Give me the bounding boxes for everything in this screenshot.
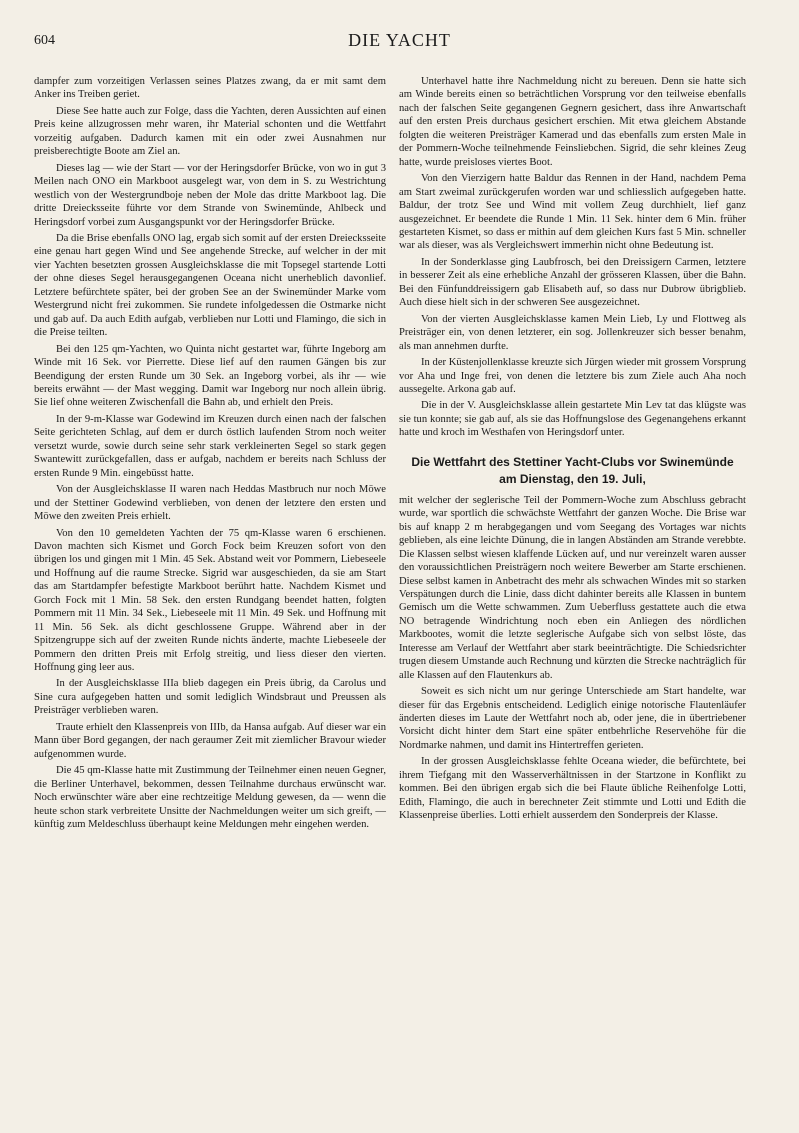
paragraph: Die in der V. Ausgleichsklasse allein gestartete Min Lev tat das klügste was sie tun konnte; sie gab auf, als sie das Hoffnungslose des Gegenangehens erkannt hatte und kroch im Westhafen von Heringsdorf unter. xyxy=(399,400,746,439)
paragraph: mit welcher der seglerische Teil der Pommern-Woche zum Abschluss gebracht wurde, war sportlich die schwächste Wettfahrt der ganzen Woche. Die Brise war bis auf knapp 2 m herabgegangen und vom Seegang des Vortages war nichts geblieben, als eine leichte Dünung, die in langen Abständen am Strande verebbte. Die Klassen selbst wiesen klaffende Lücken auf, und nur vereinzelt waren ausser den voraussichtlichen Preisträgern noch weitere Bewerber am Starte erschienen. Diese selbst kamen in Anbetracht des mehr als schwachen Windes mit so starken Verspätungen durch die Linie, dass dicht dahinter bereits alle Klassen in buntem Gemisch um die Wette schwammen. Zum Ueberfluss gestattete auch die etwa NO betragende Windrichtung noch eben ein Anliegen des nördlichen Markbootes, womit die letzte seglerische Aufgabe sich von selbst löste, das Interesse am Verlauf der Wettfahrt aber stark beeinträchtigte. Die Schiedsrichter trugen diesem Umstande auch Rechnung und kürzten die Strecke nachträglich für alle Klassen auf den Flautenkurs ab. xyxy=(399,494,746,681)
paragraph: Von der Ausgleichsklasse II waren nach Heddas Mastbruch nur noch Möwe und der Stettiner Godewind verblieben, von denen der letztere den ersten und Möwe den zweiten Preis erhielt. xyxy=(34,484,386,523)
paragraph: Die 45 qm-Klasse hatte mit Zustimmung der Teilnehmer einen neuen Gegner, die Berliner Unterhavel, bekommen, dessen Teilnahme durchaus erwünscht war. Noch erwünschter wäre aber eine rechtzeitige Meldung gewesen, da — wenn die heute schon stark verbreitete Unsitte der Nachmeldungen weiter um sich greift, — künftig zum Meldeschluss überhaupt keine Meldungen mehr eingehen werden. xyxy=(34,765,386,831)
section-heading xyxy=(399,454,746,488)
right-column xyxy=(399,75,746,826)
paragraph: dampfer zum vorzeitigen Verlassen seines Platzes zwang, da er mit samt dem Anker ins Treiben geriet. xyxy=(34,76,386,101)
paragraph: Unterhavel hatte ihre Nachmeldung nicht zu bereuen. Denn sie hatte sich am Winde bereits einen so beträchtlichen Vorsprung vor den teilweise ebenfalls nach der falschen Seite gegangenen Gegnern gesichert, dass ihre Anwartschaft auf den ersten Preis durchaus gesichert erschien. Mit etwa gleichem Abstande folgten die weiteren Preisträger Kamerad und das ebenfalls zum ersten Male in der Pommern-Woche teilnehmende Feinsliebchen. Sigrid, die sehr kleines Zeug hatte, wurde preisloses viertes Boot. xyxy=(399,76,746,168)
paragraph: In der Ausgleichsklasse IIIa blieb dagegen ein Preis übrig, da Carolus und Sine cura aufgegeben hatten und somit lediglich Windsbraut und Preussen als Preisträger verblieben waren. xyxy=(34,678,386,717)
paragraph: In der Sonderklasse ging Laubfrosch, bei den Dreissigern Carmen, letztere in besserer Zeit als eine erhebliche Anzahl der grösseren Klassen, über die Bahn. Bei den Fünfunddreissigern gab Elisabeth auf, so dass nur Dubrow übrigblieb. Auch diese hielt sich in der schweren See ausgezeichnet. xyxy=(399,256,746,309)
paragraph: Von der vierten Ausgleichsklasse kamen Mein Lieb, Ly und Flottweg als Preisträger ein, von denen letzterer, ein sog. Jollenkreuzer sich besser benahm, als man annehmen durfte. xyxy=(399,313,746,352)
paragraph: Traute erhielt den Klassenpreis von IIIb, da Hansa aufgab. Auf dieser war ein Mann über Bord gegangen, der nach geraumer Zeit mit ziemlicher Bravour wieder aufgenommen wurde. xyxy=(34,721,386,760)
journal-title: DIE YACHT xyxy=(348,30,451,50)
left-column xyxy=(34,75,386,834)
paragraph: Dieses lag — wie der Start — vor der Heringsdorfer Brücke, von wo in gut 3 Meilen nach ONO ein Markboot ausgelegt war, von dem in S. zu Westrichtung westlich von der Westergrundboje neben der Mole das dritte Markboot lag. Die dritte Dreiecksseite führte vor dem Strande von Swinemünde, Ahlbeck und Heringsdorf vorbei zum Ausgangspunkt vor der Heringsdorfer Brücke. xyxy=(34,162,386,228)
paragraph: Bei den 125 qm-Yachten, wo Quinta nicht gestartet war, führte Ingeborg am Winde mit 16 Sek. vor Pierrette. Diese lief auf den raumen Gängen bis zur Beendigung der ersten Runde um 30 Sek. an Ingeborg vorbei, als ihr — wie bereits erwähnt — der Mast wegging. Damit war Ingeborg nur noch allein übrig. Sie lief ohne weiteren Zwischenfall die Bahn ab, und erhielt den Preis. xyxy=(34,343,386,409)
page-number: 604 xyxy=(34,33,55,48)
paragraph: Diese See hatte auch zur Folge, dass die Yachten, deren Aussichten auf einen Preis keine allzugrossen mehr waren, ihr Material schonten und die Wettfahrt vorzeitig aufgaben. Dadurch kamen mit ein oder zwei Ausnahmen nur preisberechtigte Boote am Ziel an. xyxy=(34,105,386,158)
section-heading-line: Die Wettfahrt des Stettiner Yacht-Clubs vor Swinemünde xyxy=(411,454,734,469)
paragraph: Von den 10 gemeldeten Yachten der 75 qm-Klasse waren 6 erschienen. Davon machten sich Kismet und Gorch Fock beim Kreuzen sofort von den übrigen los und gingen mit 1 Min. 45 Sek. Abstand weit vor Pommern, Liebeseele und Hoffnung auf die raume Strecke. Sigrid war ausgeschieden, da sie am Start das am Startdampfer befestigte Markboot berührt hatte. Nachdem Kismet und Gorch Fock mit 1 Min. 58 Sek. den ersten Rundgang beendet hatten, folgten Pommern mit 11 Min. 34 Sek., Liebeseele mit 11 Min. 49 Sek. und Hoffnung mit 11 Min. 56 Sek. als dicht geschlossene Gruppe. Während aber in der Spitzengruppe sich auf der zweiten Runde nichts änderte, machte Liebeseele der Pommern den dritten Preis mit Erfolg streitig, und liess dieser den vierten. Hoffnung ging leer aus. xyxy=(34,527,386,674)
paragraph: Von den Vierzigern hatte Baldur das Rennen in der Hand, nachdem Pema am Start zweimal zurückgerufen worden war und schliesslich aufgegeben hatte. Baldur, der trotz See und Wind mit vollem Zeug durchhielt, lief ganz ausgezeichnet. Er beendete die Runde 1 Min. 11 Sek. hinter dem 6 Min. früher gestarteten Kismet, so dass er mithin auf dem gleichen Kurs fast 5 Min. schneller war als dieser, was als Vergleichswert immerhin nicht ohne Bedeutung ist. xyxy=(399,173,746,252)
paragraph: In der 9-m-Klasse war Godewind im Kreuzen durch einen nach der falschen Seite gerichteten Schlag, auf dem er durch östlich laufenden Strom noch weiter versetzt wurde, sowie durch seine sehr stark verkleinerten Segel so stark gegen Swantewitt zurückgefallen, dass er aufgab, nachdem er bereits nach Schluss der ersten Runde 9 Min. eingebüsst hatte. xyxy=(34,413,386,479)
paragraph: In der Küstenjollenklasse kreuzte sich Jürgen wieder mit grossem Vorsprung vor Aha und Inge frei, von denen die letztere bis zum Ziele auch Aha noch aussegelte. Arkona gab auf. xyxy=(399,357,746,395)
paragraph: Da die Brise ebenfalls ONO lag, ergab sich somit auf der ersten Dreiecksseite eine genau hart gegen Wind und See angehende Strecke, auf welcher in der mit vier Yachten besetzten grossen Ausgleichsklasse die mit Topsegel startende Lotti der ohne dieses Segel herausgegangenen Oceana nicht unerheblich davonlief. Letztere befürchtete später, bei der groben See an der Swinemünder Marke vom Westergrund nicht frei zukommen. Sie rundete infolgedessen die Ostmarke nicht und gab auf. Da auch Edith aufgab, verblieben nur Lotti und Flamingo, die sich in die Preise teilten. xyxy=(34,232,386,339)
section-heading-date: am Dienstag, den 19. Juli, xyxy=(499,471,646,486)
paragraph: In der grossen Ausgleichsklasse fehlte Oceana wieder, die befürchtete, bei ihrem Tiefgang mit den Wasserverhältnissen in der Startzone in Konflikt zu kommen. Bei den übrigen ergab sich die bei Flaute übliche Reihenfolge Lotti, Edith, Flamingo, die auch in berechneter Zeit stimmte und Lotti und Edith die Klassenpreise überlies. Lotti erhielt ausserdem den Sonderpreis der Klasse. xyxy=(399,756,746,822)
paragraph: Soweit es sich nicht um nur geringe Unterschiede am Start handelte, war dieser für das Ergebnis entscheidend. Lediglich einige notorische Flautenläufer änderten dieses im Laute der Wettfahrt noch ab, oder jene, die in übertriebener Vorsicht dicht hinter dem Start eine später entbehrliche Reservehöhe für die Nordmarke nahmen, und damit ins Hintertreffen gerieten. xyxy=(399,686,746,751)
